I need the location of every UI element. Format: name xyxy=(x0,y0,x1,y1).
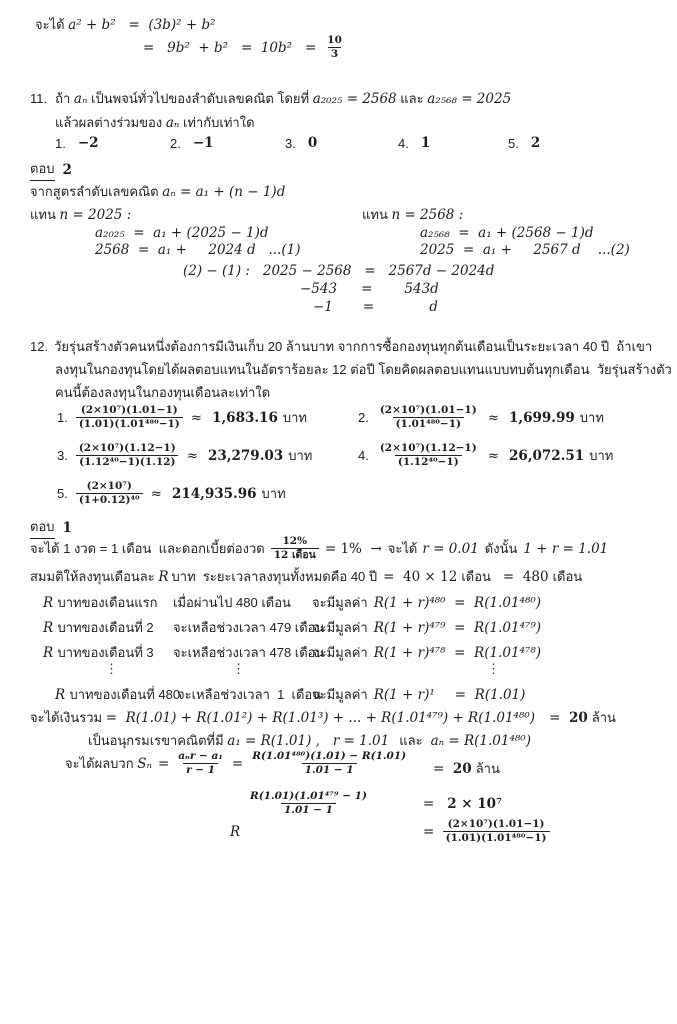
thai-text: บาทของเดือนที่ 480 xyxy=(69,687,181,702)
annuity-row-3-label xyxy=(43,642,154,663)
annuity-row-2-time xyxy=(173,617,324,638)
thai-text: บาทของเดือนที่ 2 xyxy=(57,620,154,635)
annuity-row-3-value xyxy=(312,642,541,663)
fraction-numerator: R(1.01)(1.01⁴⁷⁹ − 1) xyxy=(250,790,367,802)
sn-result-2 xyxy=(423,796,502,812)
vertical-ellipsis-icon: ⋮ xyxy=(232,662,245,677)
q11-choice-1 xyxy=(55,135,99,151)
q11-choice-2 xyxy=(170,135,214,151)
math-expression: aₙ = a₁ + (n − 1)d xyxy=(162,183,286,200)
choice-number: 4. xyxy=(398,135,409,151)
choice-number: 3. xyxy=(57,448,68,464)
r-result-fraction xyxy=(443,818,550,845)
q11-subst-left-eq2 xyxy=(95,242,301,258)
spacer xyxy=(143,493,151,494)
answer-value: 1 xyxy=(62,519,72,536)
spacer xyxy=(68,455,76,456)
math-expression: 1 + r = 1.01 xyxy=(523,540,609,557)
equals-sign: = xyxy=(423,796,448,812)
math-symbol: d xyxy=(429,299,438,315)
q11-solution-formula xyxy=(30,181,285,202)
spacer xyxy=(202,417,212,418)
fraction-denominator: 12 เดือน xyxy=(271,548,319,562)
q12-choice-5 xyxy=(57,480,286,507)
choice-fraction xyxy=(76,442,179,469)
sn-expanded-fraction xyxy=(249,750,409,777)
choice-fraction xyxy=(377,404,480,431)
thai-text: เป็นอนุกรมเรขาคณิตที่มี xyxy=(88,733,228,748)
math-expression: 543d xyxy=(404,281,439,297)
q12-expl-line-2 xyxy=(30,566,582,587)
q12-stem-line-3 xyxy=(55,382,270,403)
math-expression: a₂₅₆₈ = a₁ + (2568 − 1)d xyxy=(420,225,594,241)
vertical-ellipsis-icon: ⋮ xyxy=(487,662,500,677)
math-expression: a₂₀₂₅ = 2568 xyxy=(312,90,397,107)
choice-value: 1 xyxy=(420,135,431,151)
thai-text: สมมติให้ลงทุนเดือนละ xyxy=(30,569,159,584)
currency-unit: บาท xyxy=(589,448,614,464)
math-expression: = 9b² + b² = 10b² = xyxy=(143,39,317,56)
thai-text: ดังนั้น xyxy=(484,541,518,557)
equals-sign: = xyxy=(362,299,375,315)
choice-value: 2 xyxy=(530,135,541,151)
fraction-denominator: (1.01)(1.01⁴⁸⁰−1) xyxy=(443,831,550,845)
q12-choice-3 xyxy=(57,442,312,469)
math-expression: a₁ = R(1.01) , r = 1.01 xyxy=(227,732,390,749)
spacer xyxy=(369,417,377,418)
thai-text: แทน xyxy=(30,207,60,222)
sn-ratio-fraction xyxy=(175,750,226,777)
math-expression: R(1 + r)¹ xyxy=(373,686,435,703)
choice-amount: 214,935.96 xyxy=(171,485,257,502)
math-expression: a₂₅₆₈ = 2025 xyxy=(427,90,512,107)
q12-expl-line-1 xyxy=(30,535,608,562)
q11-subst-right-eq1 xyxy=(420,225,594,241)
math-expression: −543 xyxy=(300,281,338,297)
r-symbol-line xyxy=(230,824,240,840)
thai-text: ลงทุนในกองทุนโดยได้ผลตอบแทนในอัตราร้อยละ 12 ต่อปี โดยคิดผลตอบแทนแบบทบต้นทุกเดือน วัยรุ่นสร้างตัว xyxy=(55,362,672,377)
thai-text: จากสูตรลำดับเลขคณิต xyxy=(30,184,163,199)
q11-subst-left-eq1 xyxy=(95,225,269,241)
choice-value: 0 xyxy=(307,135,318,151)
thai-text: ล้าน xyxy=(475,761,500,776)
fraction-numerator: 12% xyxy=(282,535,308,547)
thai-text: จะมีมูลค่า xyxy=(312,645,368,660)
thai-text: บาท ระยะเวลาลงทุนทั้งหมดคือ 40 ปี xyxy=(171,569,378,584)
math-expression: −1 xyxy=(313,299,333,315)
choice-number: 3. xyxy=(285,135,296,151)
fraction-numerator: R(1.01⁴⁸⁰)(1.01) − R(1.01) xyxy=(252,750,407,762)
q12-choice-4 xyxy=(358,442,613,469)
fraction-denominator: r − 1 xyxy=(183,763,218,777)
math-symbol: R xyxy=(158,568,169,585)
thai-text: เมื่อผ่านไป 480 เดือน xyxy=(173,595,291,610)
math-expression: R(1 + r)⁴⁷⁸ = R(1.01⁴⁷⁸) xyxy=(373,644,542,661)
choice-number: 2. xyxy=(170,135,181,151)
rate-fraction xyxy=(271,535,319,562)
sn-formula-line xyxy=(65,750,409,777)
q11-subtract-line-2 xyxy=(300,281,439,297)
thai-text: ล้าน xyxy=(591,710,616,725)
spacer xyxy=(47,98,55,99)
spacer xyxy=(181,143,193,144)
thai-text: จะเหลือช่วงเวลา 1 เดือน xyxy=(177,687,322,702)
spacer xyxy=(491,576,503,577)
thai-text: แล้วผลต่างร่วมของ xyxy=(55,115,166,130)
q11-stem-line-1 xyxy=(30,88,511,109)
math-expression: = 1% → xyxy=(324,540,382,557)
spacer xyxy=(423,740,431,741)
number-run: 20 xyxy=(452,760,472,777)
thai-text: จะได้เงินรวม xyxy=(30,710,106,725)
math-expression: a² + b² = (3b)² + b² xyxy=(68,16,216,33)
math-symbol: R xyxy=(43,644,58,661)
equals-sign: = xyxy=(423,823,439,840)
currency-unit: บาท xyxy=(261,486,286,502)
math-expression: n = 2025 : xyxy=(59,206,132,223)
vdots-2 xyxy=(232,662,245,677)
spacer xyxy=(183,417,191,418)
choice-number: 4. xyxy=(358,448,369,464)
fraction-denominator: (1.12⁴⁰−1) xyxy=(395,455,462,469)
thai-text: จะมีมูลค่า xyxy=(312,620,368,635)
vdots-1 xyxy=(105,662,118,677)
choice-amount: 23,279.03 xyxy=(208,447,284,464)
spacer xyxy=(535,717,549,718)
fraction-numerator: (2×10⁷) xyxy=(86,480,132,492)
thai-text: จะได้ 1 งวด = 1 เดือน และดอกเบี้ยต่องวด xyxy=(30,541,265,557)
currency-unit: บาท xyxy=(282,410,307,426)
choice-value: −2 xyxy=(77,135,99,151)
q11-subtract-line-3 xyxy=(313,299,438,315)
choice-amount: 1,683.16 xyxy=(212,409,278,426)
annuity-row-1-value xyxy=(312,592,541,613)
q12-choice-2 xyxy=(358,404,604,431)
thai-text: วัยรุ่นสร้างตัวคนหนึ่งต้องการมีเงินเก็บ 20 ล้านบาท จากการซื้อกองทุนทุกต้นเดือนเป็นระยะเวลา 40 ปี ถ้าเขา xyxy=(54,339,653,354)
math-symbol: aₙ xyxy=(165,114,180,131)
fraction-numerator: (2×10⁷)(1.01−1) xyxy=(379,404,477,416)
currency-unit: บาท xyxy=(579,410,604,426)
spacer xyxy=(179,455,187,456)
approx-sign: ≈ xyxy=(150,485,162,502)
fraction-numerator: aₙr − a₁ xyxy=(178,750,223,762)
math-symbol: R xyxy=(230,824,241,840)
fraction-numerator: (2×10⁷)(1.01−1) xyxy=(80,404,178,416)
thai-text: คนนี้ต้องลงทุนในกองทุนเดือนละเท่าใด xyxy=(55,385,271,400)
equals-sign: = xyxy=(433,760,453,777)
vertical-ellipsis-icon: ⋮ xyxy=(105,662,118,677)
fraction-denominator: (1.01⁴⁸⁰−1) xyxy=(393,417,464,431)
thai-text: บาทของเดือนที่ 3 xyxy=(57,645,154,660)
sn-step-fraction xyxy=(247,790,370,817)
thai-text: จะได้ xyxy=(387,541,418,557)
math-symbol: R xyxy=(55,686,70,703)
math-expression: R(1 + r)⁴⁷⁹ = R(1.01⁴⁷⁹) xyxy=(373,619,542,636)
fraction-numerator: (2×10⁷)(1.12−1) xyxy=(78,442,176,454)
q12-stem-line-1 xyxy=(30,336,652,357)
spacer xyxy=(55,169,63,170)
geometric-series-line xyxy=(88,730,531,751)
approx-sign: ≈ xyxy=(190,409,203,426)
math-expression: R(1 + r)⁴⁸⁰ = R(1.01⁴⁸⁰) xyxy=(373,594,542,611)
spacer xyxy=(409,143,421,144)
fraction-denominator: 1.01 − 1 xyxy=(281,803,336,817)
choice-fraction xyxy=(76,404,183,431)
thai-text: จะได้ xyxy=(35,17,69,32)
q11-subtract-line-1 xyxy=(183,263,494,279)
annuity-row-1-time xyxy=(173,592,291,613)
q11-subst-right-header xyxy=(362,204,463,225)
thai-text: จะเหลือช่วงเวลา 478 เดือน xyxy=(173,645,325,660)
annuity-row-480-label xyxy=(55,684,180,705)
spacer xyxy=(68,417,76,418)
fraction-numerator: 10 xyxy=(327,34,342,46)
choice-amount: 26,072.51 xyxy=(509,447,585,464)
spacer xyxy=(480,455,488,456)
fraction-denominator: 1.01 − 1 xyxy=(302,763,357,777)
choice-amount: 1,699.99 xyxy=(509,409,575,426)
vdots-3 xyxy=(487,662,500,677)
thai-text: และ xyxy=(396,91,428,106)
choice-number: 5. xyxy=(508,135,519,151)
spacer xyxy=(389,740,399,741)
r-result-line xyxy=(423,818,550,845)
fraction-numerator: (2×10⁷)(1.12−1) xyxy=(379,442,477,454)
math-symbol: aₙ xyxy=(73,90,88,107)
question-number: 12. xyxy=(30,339,49,354)
q11-choice-3 xyxy=(285,135,317,151)
annuity-row-1-label xyxy=(43,592,157,613)
spacer xyxy=(499,455,509,456)
approx-sign: ≈ xyxy=(487,409,500,426)
spacer xyxy=(68,493,76,494)
answer-label: ตอบ xyxy=(30,158,55,181)
equals-sign: = xyxy=(231,755,244,772)
spacer xyxy=(296,143,308,144)
thai-text: และ xyxy=(399,733,423,748)
thai-text: เป็นพจน์ทั่วไปของลำดับเลขคณิต โดยที่ xyxy=(87,91,313,106)
thai-text: เดือน xyxy=(552,569,583,584)
math-expression: R(1.01) xyxy=(474,686,526,703)
choice-value: −1 xyxy=(192,135,214,151)
sn-result-1 xyxy=(433,758,500,779)
answer-label: ตอบ xyxy=(30,516,55,539)
fraction-denominator: (1.12⁴⁰−1)(1.12) xyxy=(76,455,178,469)
math-expression: = 40 × 12 xyxy=(383,568,458,585)
math-expression: n = 2568 : xyxy=(391,206,464,223)
math-expression: aₙ = R(1.01⁴⁸⁰) xyxy=(430,732,531,749)
spacer xyxy=(369,455,377,456)
annuity-row-3-time xyxy=(173,642,324,663)
answer-value: 2 xyxy=(62,161,72,178)
approx-sign: ≈ xyxy=(487,447,500,464)
thai-text: จะได้ผลบวก xyxy=(65,756,138,772)
math-symbol: Sₙ xyxy=(137,755,152,772)
fraction-denominator: (1+0.12)⁴⁰ xyxy=(76,493,143,507)
prelude-line-2 xyxy=(143,34,345,61)
spacer xyxy=(55,527,63,528)
math-expression: a₂₀₂₅ = a₁ + (2025 − 1)d xyxy=(95,225,269,241)
approx-sign: ≈ xyxy=(186,447,199,464)
spacer xyxy=(499,417,509,418)
annuity-row-2-value xyxy=(312,617,541,638)
spacer xyxy=(198,455,208,456)
equals-sign: = xyxy=(454,686,475,703)
spacer xyxy=(519,143,531,144)
number-run: 20 xyxy=(568,709,588,726)
choice-number: 2. xyxy=(358,410,369,426)
q12-stem-line-2 xyxy=(55,359,672,380)
thai-text: ถ้า xyxy=(55,91,74,106)
equals-sign: = xyxy=(549,709,569,726)
q11-subst-left-header xyxy=(30,204,131,225)
thai-text: จะเหลือช่วงเวลา 479 เดือน xyxy=(173,620,325,635)
thai-text: จะมีมูลค่า xyxy=(312,687,368,702)
sn-step-2 xyxy=(247,790,370,817)
spacer xyxy=(374,307,429,308)
math-symbol: R xyxy=(43,619,58,636)
fraction-denominator: 3 xyxy=(328,47,341,61)
spacer xyxy=(66,143,78,144)
fraction-denominator: (1.01)(1.01⁴⁸⁰−1) xyxy=(76,417,183,431)
number-run: 2 × 10⁷ xyxy=(447,796,502,812)
math-expression: = 480 xyxy=(502,568,549,585)
q12-choice-1 xyxy=(57,404,307,431)
prelude-line-1 xyxy=(35,14,216,35)
math-expression: 2025 = a₁ + 2567 d ...(2) xyxy=(420,242,630,258)
spacer xyxy=(372,289,404,290)
equals-sign: = xyxy=(361,281,373,297)
spacer xyxy=(435,694,455,695)
total-sum-line xyxy=(30,707,616,728)
annuity-row-480-value xyxy=(312,684,525,705)
choice-number: 1. xyxy=(55,135,66,151)
q11-answer-line xyxy=(30,158,72,181)
choice-number: 1. xyxy=(57,410,68,426)
thai-text: จะมีมูลค่า xyxy=(312,595,368,610)
math-expression: (2) − (1) : 2025 − 2568 = 2567d − 2024d xyxy=(183,263,495,279)
spacer xyxy=(333,307,363,308)
math-symbol: R xyxy=(43,594,58,611)
currency-unit: บาท xyxy=(288,448,313,464)
spacer xyxy=(337,289,361,290)
fraction-numerator: (2×10⁷)(1.01−1) xyxy=(447,818,545,830)
choice-number: 5. xyxy=(57,486,68,502)
annuity-row-480-time xyxy=(177,684,321,705)
spacer xyxy=(480,417,488,418)
q11-subst-right-eq2 xyxy=(420,242,630,258)
thai-text: เท่ากับเท่าใด xyxy=(179,115,255,130)
spacer xyxy=(316,47,324,48)
annuity-row-2-label xyxy=(43,617,154,638)
thai-text: เดือน xyxy=(461,569,491,584)
choice-fraction xyxy=(76,480,143,507)
fraction-ten-thirds xyxy=(324,34,345,61)
q11-stem-line-2 xyxy=(55,112,255,133)
math-expression: r = 0.01 xyxy=(422,540,479,557)
thai-text: บาทของเดือนแรก xyxy=(57,595,158,610)
thai-text: แทน xyxy=(362,207,392,222)
q11-choice-4 xyxy=(398,135,430,151)
choice-fraction xyxy=(377,442,480,469)
math-expression: = R(1.01) + R(1.01²) + R(1.01³) + ... + R(1.01⁴⁷⁹) + R(1.01⁴⁸⁰) xyxy=(105,709,536,726)
equals-sign: = xyxy=(157,755,170,772)
question-number: 11. xyxy=(30,91,48,106)
math-expression: 2568 = a₁ + 2024 d ...(1) xyxy=(95,242,301,258)
spacer xyxy=(162,493,172,494)
q11-choice-5 xyxy=(508,135,540,151)
